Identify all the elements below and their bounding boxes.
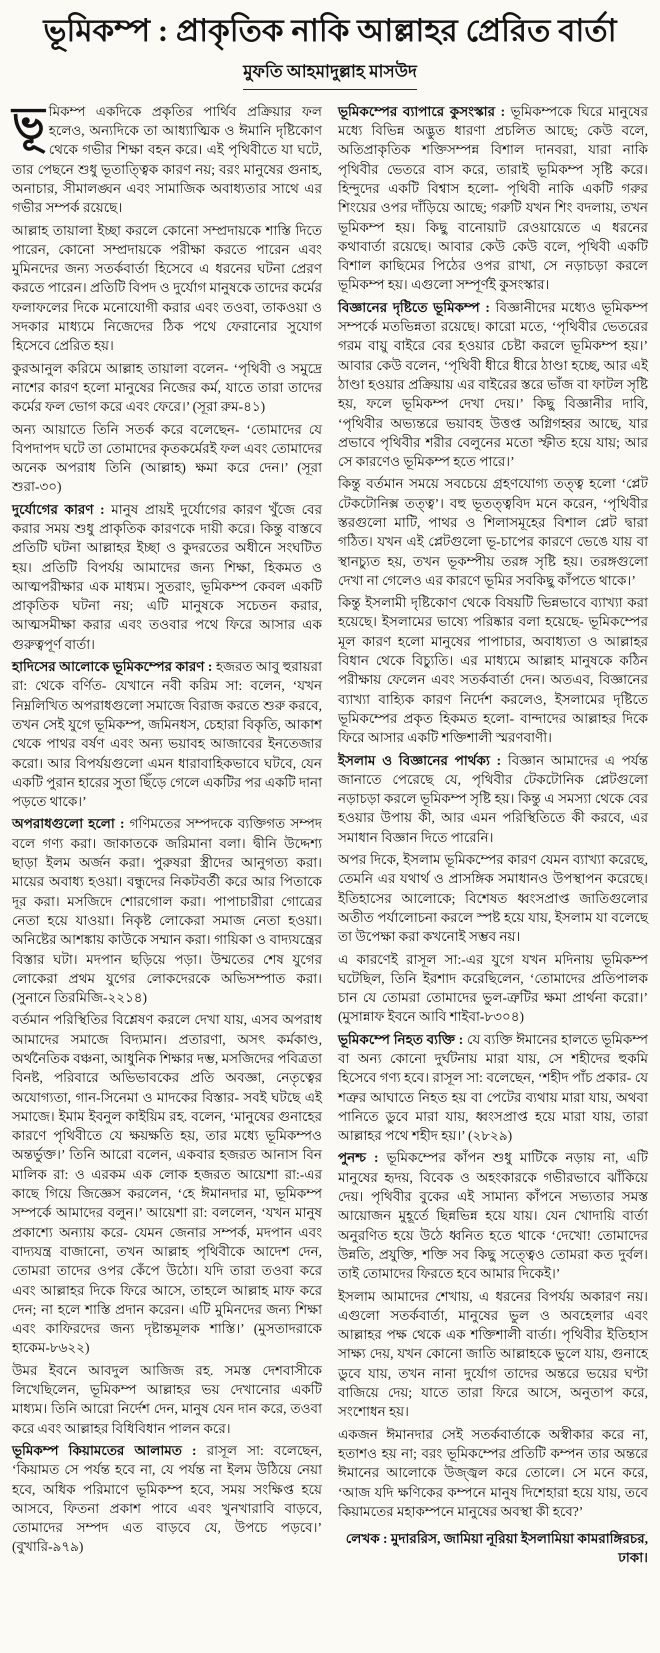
article-paragraph: বর্তমান পরিস্থিতির বিশ্লেষণ করলে দেখা যায়, এসব অপরাধ আমাদের সমাজে বিদ্যমান। প্রতারণা, অসৎ কর্মকাণ্ড, অর্থনৈতিক বঞ্চনা, আধুনিক শিক্ষার দম্ভ, মসজিদের পবিত্রতা বিনষ্ট, পরিবারে অভিভাবকের প্রতি অবজ্ঞা, নেতৃত্বের অযোগ্যতা, গান-সিনেমা ও মাদকের বিস্তার- সবই ঘটছে এই সমাজে। ইমাম ইবনুল কাইয়িম রহ. বলেন, ‘মানুষের গুনাহের কারণে পৃথিবীতে যে ক্ষয়ক্ষতি হয়, তার মধ্যে ভূমিকম্পও অন্তর্ভুক্ত।’ তিনি আরো বলেন, একবার হজরত আনাস বিন মালিক রা: ও এরকম এক লোক হজরত আয়েশা রা:-এর কাছে গিয়ে জিজ্ঞেস করলেন, ‘হে ঈমানদার মা, ভূমিকম্প সম্পর্কে আমাদের বলুন।’ আয়েশা রা: বললেন, ‘যখন মানুষ প্রকাশ্যে অন্যায় করে- যেমন জেনার সম্পর্ক, মদপান এবং বাদ্যযন্ত্র বাজানো, তখন আল্লাহ পৃথিবীকে আদেশ দেন, তোমরা তাদের ওপর কেঁপে উঠো। যদি তারা তওবা করে এবং আল্লাহর দিকে ফিরে আসে, তাহলে আল্লাহ মাফ করে দেন; না হলে শাস্তি প্রদান করেন। এটি মুমিনদের জন্য শিক্ষা এবং কাফিরদের জন্য দৃষ্টান্তমূলক শাস্তি।’ (মুসতাদরাকে হাকেম-৮৬২২): [12, 1012, 322, 1356]
article-paragraph: অপর দিকে, ইসলাম ভূমিকম্পের কারণ যেমন ব্যাখ্যা করেছে, তেমনি এর যথার্থ ও প্রাসঙ্গিক সমাধানও উপস্থাপন করেছে। ইতিহাসের আলোকে; বিশেষত ধ্বংসপ্রাপ্ত জাতিগুলোর অতীত পর্যালোচনা করলে স্পষ্ট হয়ে যায়, ইসলাম যা বলেছে তা উপেক্ষা করা কখনোই সম্ভব নয়।: [338, 852, 648, 945]
article-paragraph: ভূমিকম্প কিয়ামতের আলামত : রাসূল সা: বলেছেন, ‘কিয়ামত সে পর্যন্ত হবে না, যে পর্যন্ত না ইলম উঠিয়ে নেয়া হবে, অধিক পরিমাণে ভূমিকম্প হবে, সময় সংক্ষিপ্ত হয়ে আসবে, ফিতনা প্রকাশ পাবে এবং খুনখারাবি বাড়বে, তোমাদের সম্পদ এত বাড়বে যে, উপচে পড়বে।’ (বুখারি-৯৭৯): [12, 1442, 323, 1555]
article-paragraph: অপরাধগুলো হলো : গণিমতের সম্পদকে ব্যক্তিগত সম্পদ বলে গণ্য করা। জাকাতকে জরিমানা বলা। দ্বীনি উদ্দেশ্য ছাড়া ইলম অর্জন করা। পুরুষরা স্ত্রীদের আনুগত্য করা। মায়ের অবাধ্য হওয়া। বন্ধুদের নিকটবর্তী করে আর পিতাকে দূর করা। মসজিদে শোরগোল করা। পাপাচারীরা গোত্রের নেতা হয়ে যাওয়া। নিকৃষ্ট লোকেরা সমাজ নেতা হওয়া। অনিষ্টের আশঙ্কায় কাউকে সম্মান করা। গায়িকা ও বাদ্যযন্ত্রের বিস্তার ঘটা। মদপান ছড়িয়ে পড়া। উম্মতের শেষ যুগের লোকেরা প্রথম যুগের লোকদেরকে অভিসম্পাত করা। (সুনানে তিরমিজি-২২১৪): [12, 816, 322, 1006]
paragraph-heading: ইসলাম ও বিজ্ঞানের পার্থক্য :: [338, 752, 508, 768]
article-paragraph: দুর্যোগের কারণ : মানুষ প্রায়ই দুর্যোগের কারণ খুঁজে বের করার সময় শুধু প্রাকৃতিক কারণকে দায়ী করে। কিন্তু বাস্তবে প্রতিটি ঘটনা আল্লাহর ইচ্ছা ও কুদরতের অধীনে সংঘটিত হয়। প্রতিটি বিপর্যয় আমাদের জন্য শিক্ষা, হিকমত ও আত্মপরীক্ষার এক মাধ্যম। সুতরাং, ভূমিকম্প কেবল একটি প্রাকৃতিক ঘটনা নয়; এটি মানুষকে সচেতন করার, আত্মসমীক্ষা করার এবং তওবার পথে ফিরে আসার এক গুরুত্বপূর্ণ বার্তা।: [12, 501, 322, 652]
article-paragraph: আল্লাহ তায়ালা ইচ্ছা করলে কোনো সম্প্রদায়কে শাস্তি দিতে পারেন, কোনো সম্প্রদায়কে পরীক্ষা করতে পারেন এবং মুমিনদের জন্য সতর্কবার্তা হিসেবে এ ধরনের ঘটনা প্রেরণ করতে পারেন। প্রতিটি বিপদ ও দুর্যোগ মানুষকে তাদের কর্মের ফলাফলের দিকে মনোযোগী করার এবং তওবা, তাকওয়া ও সদকার মাধ্যমে নিজেদের ঠিক পথে ফেরানোর সুযোগ হিসেবে প্রেরিত হয়।: [12, 222, 322, 354]
article-paragraph: অন্য আয়াতে তিনি সতর্ক করে বলেছেন- ‘তোমাদের যে বিপদাপদ ঘটে তা তোমাদের কৃতকর্মেরই ফল এবং তোমাদের অনেক অপরাধ তিনি (আল্লাহ) ক্ষমা করে দেন।’ (সূরা শুরা-৩০): [12, 421, 322, 495]
article-paragraph: বিজ্ঞানের দৃষ্টিতে ভূমিকম্প : বিজ্ঞানীদের মধ্যেও ভূমিকম্প সম্পর্কে মতভিন্নতা রয়েছে। কারো মতে, ‘পৃথিবীর ভেতরের গরম বায়ু বাইরে বের হওয়ার চেষ্টা করলে ভূমিকম্প হয়।’ আবার কেউ বলেন, ‘পৃথিবী ধীরে ধীরে ঠাণ্ডা হচ্ছে, আর এই ঠাণ্ডা হওয়ার প্রক্রিয়ায় এর বাইরের স্তরে ভাঁজ বা ফাটল সৃষ্টি হয়, ফলে ভূমিকম্প দেখা দেয়।’ কিছু বিজ্ঞানীর দাবি, ‘পৃথিবীর অভ্যন্তরে ভয়াবহ উত্তপ্ত অগ্নিগহ্বর আছে, যার প্রভাবে পৃথিবীর শরীর বেলুনের মতো স্ফীত হয়ে যায়; আর সে কারণেও ভূমিকম্প হতে পারে।’: [338, 299, 648, 470]
author-signature: লেখক : মুদাররিস, জামিয়া নূরিয়া ইসলামিয়া কামরাঙ্গিরচর, ঢাকা।: [345, 1531, 648, 1566]
paragraph-heading: দুর্যোগের কারণ :: [12, 501, 112, 517]
author-signature-label: লেখক :: [345, 1531, 391, 1547]
article-header: [12, 12, 648, 92]
paragraph-heading: ভূমিকম্পের ব্যাপারে কুসংস্কার :: [338, 103, 511, 119]
article-paragraph: একজন ঈমানদার সেই সতর্কবার্তাকে অস্বীকার করে না, হতাশও হয় না; বরং ভূমিকম্পের প্রতিটি কম্পন তার অন্তরে ঈমানের আলোকে উজ্জ্বল করে তোলে। সে মনে করে, ‘আজ যদি ক্ষণিকের কম্পনে মানুষ দিশেহারা হয়ে যায়, তবে কিয়ামতের মহাকম্পনে মানুষের অবস্থা কী হবে?’: [338, 1426, 649, 1519]
article-paragraph: ভূমিকম্পে নিহত ব্যক্তি : যে ব্যক্তি ঈমানের হালতে ভূমিকম্প বা অন্য কোনো দুর্ঘটনায় মারা যায়, সে শহীদের হুকমি হিসেবে গণ্য হবে। রাসূল সা: বলেছেন, ‘শহীদ পাঁচ প্রকার- যে শত্রুর আঘাতে নিহত হয় বা পেটের ব্যথায় মারা যায়, অথবা পানিতে ডুবে মারা যায়, ধ্বংসপ্রাপ্ত হয়ে মারা যায়, তারা আল্লাহর পথে শহীদ হয়।’ (২৮২৯): [338, 1031, 648, 1144]
paragraph-heading: হাদিসের আলোকে ভূমিকম্পের কারণ :: [12, 659, 216, 675]
article-author: মুফতি আহমাদুল্লাহ মাসউদ: [243, 59, 417, 90]
paragraph-heading: পুনশ্চ :: [338, 1150, 387, 1166]
article-paragraph: কুরআনুল করিমে আল্লাহ তায়ালা বলেন- ‘পৃথিবী ও সমুদ্রে নাশের কারণ হলো মানুষের নিজের কর্ম, যাতে তারা তাদের কর্মের ফল ভোগ করে এবং ফেরে।’ (সূরা রুম-৪১): [12, 360, 322, 415]
paragraph-heading: ভূমিকম্প কিয়ামতের আলামত :: [12, 1442, 207, 1458]
article-paragraph: ভূমিকম্পের ব্যাপারে কুসংস্কার : ভূমিকম্পকে ঘিরে মানুষের মধ্যে বিভিন্ন অদ্ভুত ধারণা প্রচলিত আছে; কেউ বলে, অতিপ্রাকৃতিক শক্তিসম্পন্ন বিশাল দানবরা, যারা নাকি পৃথিবীর ভেতরে বাস করে, তারাই ভূমিকম্প সৃষ্টি করে। হিন্দুদের একটি বিশ্বাস হলো- পৃথিবী নাকি একটি গরুর শিংয়ের ওপর দাঁড়িয়ে আছে; গরুটি যখন শিং বদলায়, তখন ভূমিকম্প হয়। কিছু বানোয়াট রেওয়ায়েতে এ ধরনের কথাবার্তা রয়েছে। আবার কেউ কেউ বলে, পৃথিবী একটি বিশাল কাছিমের পিঠের ওপর রাখা, সে নড়াচড়া করলে ভূমিকম্প হয়। এগুলো সম্পূর্ণই কুসংস্কার।: [338, 103, 648, 293]
article-paragraph: এ কারণেই রাসূল সা:-এর যুগে যখন মদিনায় ভূমিকম্প ঘটেছিল, তিনি ইরশাদ করেছিলেন, ‘তোমাদের প্রতিপালক চান যে তোমরা তোমাদের ভুল-ত্রুটির ক্ষমা প্রার্থনা করো।’ (মুসান্নাফ ইবনে আবি শাইবা-৮৩০৪): [338, 951, 648, 1025]
paragraph-heading: ভূমিকম্পে নিহত ব্যক্তি :: [338, 1031, 468, 1047]
article-paragraph: ভূমিকম্প একদিকে প্রকৃতির পার্থিব প্রক্রিয়ার ফল হলেও, অন্যদিকে তা আধ্যাত্মিক ও ঈমানি দৃষ্টিকোণ থেকে গভীর শিক্ষা বহন করে। এই পৃথিবীতে যা ঘটে, তার পেছনে শুধু ভূতাত্ত্বিক কারণ নয়; বরং মানুষের গুনাহ, অনাচার, সীমালঙ্ঘন এবং সামাজিক অবাধ্যতার সাথে এর গভীর সম্পর্ক রয়েছে।: [12, 98, 322, 216]
article-paragraph: ইসলাম ও বিজ্ঞানের পার্থক্য : বিজ্ঞান আমাদের এ পর্যন্ত জানাতে পেরেছে যে, পৃথিবীর টেকটোনিক প্লেটগুলো নড়াচড়া করলে ভূমিকম্প সৃষ্টি হয়। কিন্তু এ সমস্যা থেকে বের হওয়ার উপায় কী, আর এমন পরিস্থিতিতে কী করবে, এর সমাধান বিজ্ঞান দিতে পারেনি।: [338, 752, 648, 845]
page-title: ভূমিকম্প : প্রাকৃতিক নাকি আল্লাহর প্রেরিত বার্তা: [43, 13, 617, 48]
article-paragraph: কিন্তু ইসলামী দৃষ্টিকোণ থেকে বিষয়টি ভিন্নভাবে ব্যাখ্যা করা হয়েছে। ইসলামের ভাষ্যে পরিষ্কার বলা হয়েছে- ভূমিকম্পের মূল কারণ হলো মানুষের পাপাচার, অবাধ্যতা ও আল্লাহর বিধান থেকে বিচ্যুতি। এর মাধ্যমে আল্লাহ মানুষকে কঠিন পরীক্ষায় ফেলেন এবং সতর্কবার্তা দেন। অতএব, বিজ্ঞানের ব্যাখ্যা বাহ্যিক কারণ নির্দেশ করলেও, ইসলামের দৃষ্টিতে ভূমিকম্পের প্রকৃত হিকমত হলো- বান্দাদের আল্লাহর দিকে ফিরে আসার একটি শক্তিশালী স্মরণবাণী।: [338, 595, 648, 746]
article-paragraph: পুনশ্চ : ভূমিকম্পের কাঁপন শুধু মাটিকে নড়ায় না, এটি মানুষের হৃদয়, বিবেক ও অহংকারকে গভীরভাবে ঝাঁকিয়ে দেয়। পৃথিবীর বুকের এই সামান্য কাঁপনে সভ্যতার সমস্ত আয়োজন মুহূর্তে ছিন্নভিন্ন হয়ে যায়। যেন খোদায়ি বার্তা অনুরণিত হয়ে উঠে ধ্বনিত হতে থাকে ‘দেখো! তোমাদের উন্নতি, প্রযুক্তি, শক্তি সব কিছু সত্ত্বেও তোমরা কত দুর্বল। তাই তোমাদের ফিরতে হবে আমার দিকেই।’: [338, 1150, 648, 1282]
drop-cap: ভূ: [12, 98, 45, 148]
paragraph-heading: অপরাধগুলো হলো :: [12, 816, 130, 832]
article-paragraph: হাদিসের আলোকে ভূমিকম্পের কারণ : হজরত আবু হুরায়রা রা: থেকে বর্ণিত- যেখানে নবী করিম সা: বলেন, ‘যখন নিম্নলিখিত অপরাধগুলো সমাজে বিরাজ করতে শুরু করবে, তখন সেই যুগে ভূমিকম্প, জমিনধস, চেহারা বিকৃতি, আকাশ থেকে পাথর বর্ষণ এবং অন্য ভয়াবহ আজাবের ইনতেজার করো। আর বিপর্যয়গুলো এমন ধারাবাহিকভাবে ঘটবে, যেন একটি পুরান হারের সুতা ছিঁড়ে গেলে একটির পর একটি দানা পড়তে থাকে।’: [12, 659, 322, 810]
article-body: [12, 98, 649, 1568]
article-paragraph: উমর ইবনে আবদুল আজিজ রহ. সমস্ত দেশবাসীকে লিখেছিলেন, ভূমিকম্প আল্লাহর ভয় দেখানোর একটি মাধ্যম। তিনি আরো নির্দেশ দেন, মানুষ যেন দান করে, তওবা করে এবং আল্লাহর বিধিবিধান পালন করে।: [12, 1362, 322, 1436]
article-paragraph: কিন্তু বর্তমান সময়ে সবচেয়ে গ্রহণযোগ্য তত্ত্ব হলো ‘প্লেট টেকটোনিক্স তত্ত্ব’। বহু ভূতত্ত্ববিদ মনে করেন, ‘পৃথিবীর স্তরগুলো মাটি, পাথর ও শিলাসমূহের বিশাল প্লেট দ্বারা গঠিত। যখন এই প্লেটগুলো ভূ-চাপের কারণে ভেঙে যায় বা স্থানচ্যুত হয়, তখন ভূকম্পীয় তরঙ্গ সৃষ্টি হয়। তরঙ্গগুলো দেখা না গেলেও এর কারণে ভূমির সবকিছু কাঁপতে থাকে।’: [338, 476, 648, 588]
article-paragraph: ইসলাম আমাদের শেখায়, এ ধরনের বিপর্যয় অকারণ নয়। এগুলো সতর্কবার্তা, মানুষের ভুল ও অবহেলার এবং আল্লাহর পক্ষ থেকে এক শক্তিশালী বার্তা। পৃথিবীর ইতিহাস সাক্ষ্য দেয়, যখন কোনো জাতি আল্লাহকে ভুলে যায়, গুনাহে ডুবে যায়, তখন নানা দুর্যোগ তাদের অন্তরে ভয়ের ঘণ্টা বাজিয়ে দেয়; যাতে তারা ফিরে আসে, অনুতাপ করে, সংশোধন হয়।: [338, 1288, 648, 1420]
paragraph-heading: বিজ্ঞানের দৃষ্টিতে ভূমিকম্প :: [338, 299, 496, 315]
